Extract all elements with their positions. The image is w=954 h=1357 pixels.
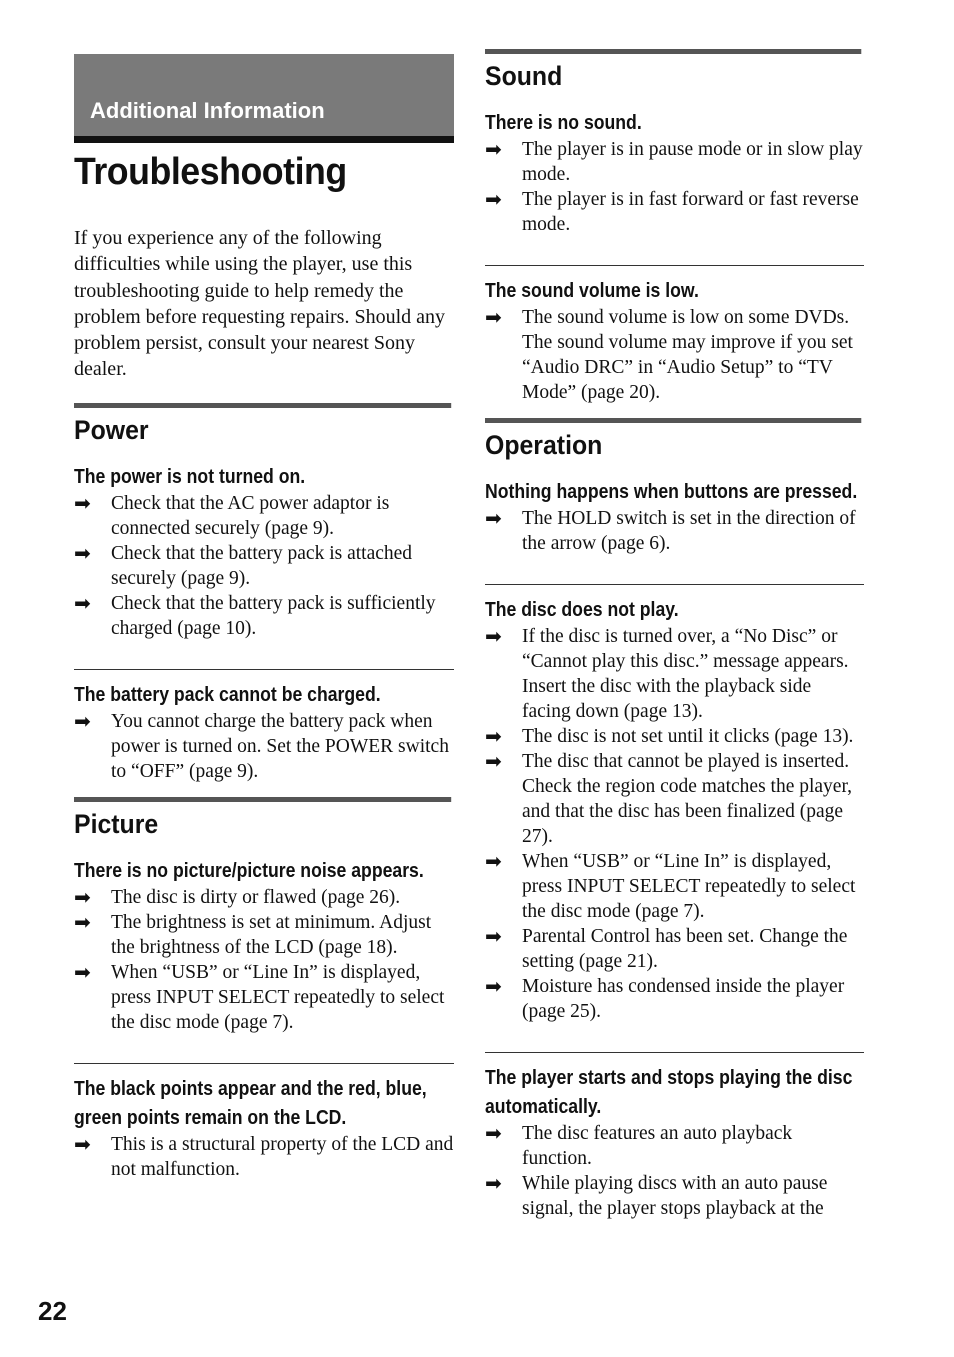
list-item: [74, 885, 454, 910]
list-item: [485, 924, 864, 974]
arrow-icon: ➡: [74, 960, 91, 984]
section-heading-power: Power: [74, 403, 452, 448]
section-heading-picture: Picture: [74, 797, 452, 842]
item-list: [485, 624, 864, 1024]
arrow-icon: ➡: [485, 187, 502, 211]
item-list: [74, 885, 454, 1035]
item-text: The player is in fast forward or fast reverse mode.: [522, 189, 859, 235]
item-text: Check that the AC power adaptor is connected securely (page 9).: [111, 493, 390, 539]
arrow-icon: ➡: [485, 724, 502, 748]
item-text: While playing discs with an auto pause signal, the player stops playback at the: [522, 1173, 828, 1219]
arrow-icon: ➡: [74, 541, 91, 565]
topic-heading: The black points appear and the red, blue, green points remain on the LCD.: [74, 1077, 427, 1129]
arrow-icon: ➡: [74, 709, 91, 733]
section-heading-operation: Operation: [485, 418, 862, 463]
list-item: [485, 187, 864, 237]
list-item: [485, 137, 864, 187]
arrow-icon: ➡: [74, 910, 91, 934]
list-item: [485, 749, 864, 849]
list-item: [74, 491, 454, 541]
topic-disc-not-play: [485, 584, 864, 1024]
item-text: The disc is not set until it clicks (page 13).: [522, 726, 854, 747]
section-banner: [74, 54, 454, 143]
section-picture: [74, 797, 454, 1182]
page-number: 22: [38, 1296, 67, 1326]
topic-power-not-on: [74, 462, 454, 641]
item-text: This is a structural property of the LCD and not malfunction.: [111, 1134, 454, 1180]
list-item: [485, 305, 864, 405]
topic-heading: Nothing happens when buttons are pressed.: [485, 480, 858, 503]
list-item: [485, 1171, 864, 1221]
list-item: [485, 974, 864, 1024]
list-item: [485, 724, 864, 749]
topic-heading: The power is not turned on.: [74, 465, 306, 488]
topic-no-sound: [485, 108, 864, 237]
arrow-icon: ➡: [485, 305, 502, 329]
item-text: You cannot charge the battery pack when power is turned on. Set the POWER switch to “OFF” (page 9).: [111, 711, 449, 782]
item-list: [74, 709, 454, 784]
arrow-icon: ➡: [74, 591, 91, 615]
topic-volume-low: [485, 265, 864, 405]
arrow-icon: ➡: [74, 491, 91, 515]
section-sound: [485, 49, 864, 405]
list-item: [74, 709, 454, 784]
list-item: [74, 1132, 454, 1182]
item-text: The disc that cannot be played is inserted. Check the region code matches the player, and that the disc has been finalized (page 27).: [522, 751, 853, 847]
item-text: When “USB” or “Line In” is displayed, press INPUT SELECT repeatedly to select the disc mode (page 7).: [111, 962, 445, 1033]
topic-heading: The player starts and stops playing the disc automatically.: [485, 1066, 853, 1118]
topic-heading: There is no sound.: [485, 111, 642, 134]
intro-paragraph: If you experience any of the following difficulties while using the player, use this troubleshooting guide to help remedy the problem before requesting repairs. Should any problem persist, consult your nearest Sony dealer.: [74, 227, 446, 381]
item-text: The disc is dirty or flawed (page 26).: [111, 887, 401, 908]
topic-battery-not-charged: [74, 669, 454, 784]
item-text: The HOLD switch is set in the direction of the arrow (page 6).: [522, 508, 856, 554]
item-list: [485, 305, 864, 405]
topic-heading: The battery pack cannot be charged.: [74, 683, 381, 706]
item-list: [485, 506, 864, 556]
item-list: [74, 1132, 454, 1182]
list-item: [74, 960, 454, 1035]
item-list: [485, 1121, 864, 1221]
topic-no-picture: [74, 856, 454, 1035]
item-text: If the disc is turned over, a “No Disc” or “Cannot play this disc.” message appears. Insert the disc with the playback side facing down (page 13).: [522, 626, 849, 722]
item-text: Check that the battery pack is sufficiently charged (page 10).: [111, 593, 436, 639]
item-text: Check that the battery pack is attached securely (page 9).: [111, 543, 413, 589]
section-power: [74, 403, 454, 784]
topic-auto-start-stop: [485, 1052, 864, 1221]
arrow-icon: ➡: [485, 849, 502, 873]
arrow-icon: ➡: [485, 974, 502, 998]
item-text: The sound volume is low on some DVDs. The sound volume may improve if you set “Audio DRC” in “Audio Setup” to “TV Mode” (page 20).: [522, 307, 853, 403]
list-item: [74, 591, 454, 641]
arrow-icon: ➡: [485, 749, 502, 773]
list-item: [74, 541, 454, 591]
arrow-icon: ➡: [485, 506, 502, 530]
topic-black-points: [74, 1063, 454, 1182]
item-text: The disc features an auto playback function.: [522, 1123, 793, 1169]
arrow-icon: ➡: [74, 1132, 91, 1156]
arrow-icon: ➡: [485, 137, 502, 161]
item-text: The player is in pause mode or in slow play mode.: [522, 139, 863, 185]
list-item: [485, 624, 864, 724]
list-item: [485, 1121, 864, 1171]
item-text: When “USB” or “Line In” is displayed, press INPUT SELECT repeatedly to select the disc mode (page 7).: [522, 851, 856, 922]
item-list: [485, 137, 864, 237]
topic-heading: The disc does not play.: [485, 598, 679, 621]
list-item: [485, 849, 864, 924]
list-item: [74, 910, 454, 960]
topic-heading: There is no picture/picture noise appears.: [74, 859, 424, 882]
topic-heading: The sound volume is low.: [485, 279, 699, 302]
item-text: Moisture has condensed inside the player (page 25).: [522, 976, 845, 1022]
banner-text: Additional Information: [90, 98, 325, 123]
list-item: [485, 506, 864, 556]
arrow-icon: ➡: [485, 1121, 502, 1145]
topic-buttons-nothing: [485, 477, 864, 556]
item-text: Parental Control has been set. Change the setting (page 21).: [522, 926, 848, 972]
item-text: The brightness is set at minimum. Adjust the brightness of the LCD (page 18).: [111, 912, 432, 958]
page-title: Troubleshooting: [74, 151, 347, 193]
arrow-icon: ➡: [485, 924, 502, 948]
arrow-icon: ➡: [485, 624, 502, 648]
item-list: [74, 491, 454, 641]
section-operation: [485, 418, 864, 1221]
section-heading-sound: Sound: [485, 49, 862, 94]
arrow-icon: ➡: [485, 1171, 502, 1195]
arrow-icon: ➡: [74, 885, 91, 909]
